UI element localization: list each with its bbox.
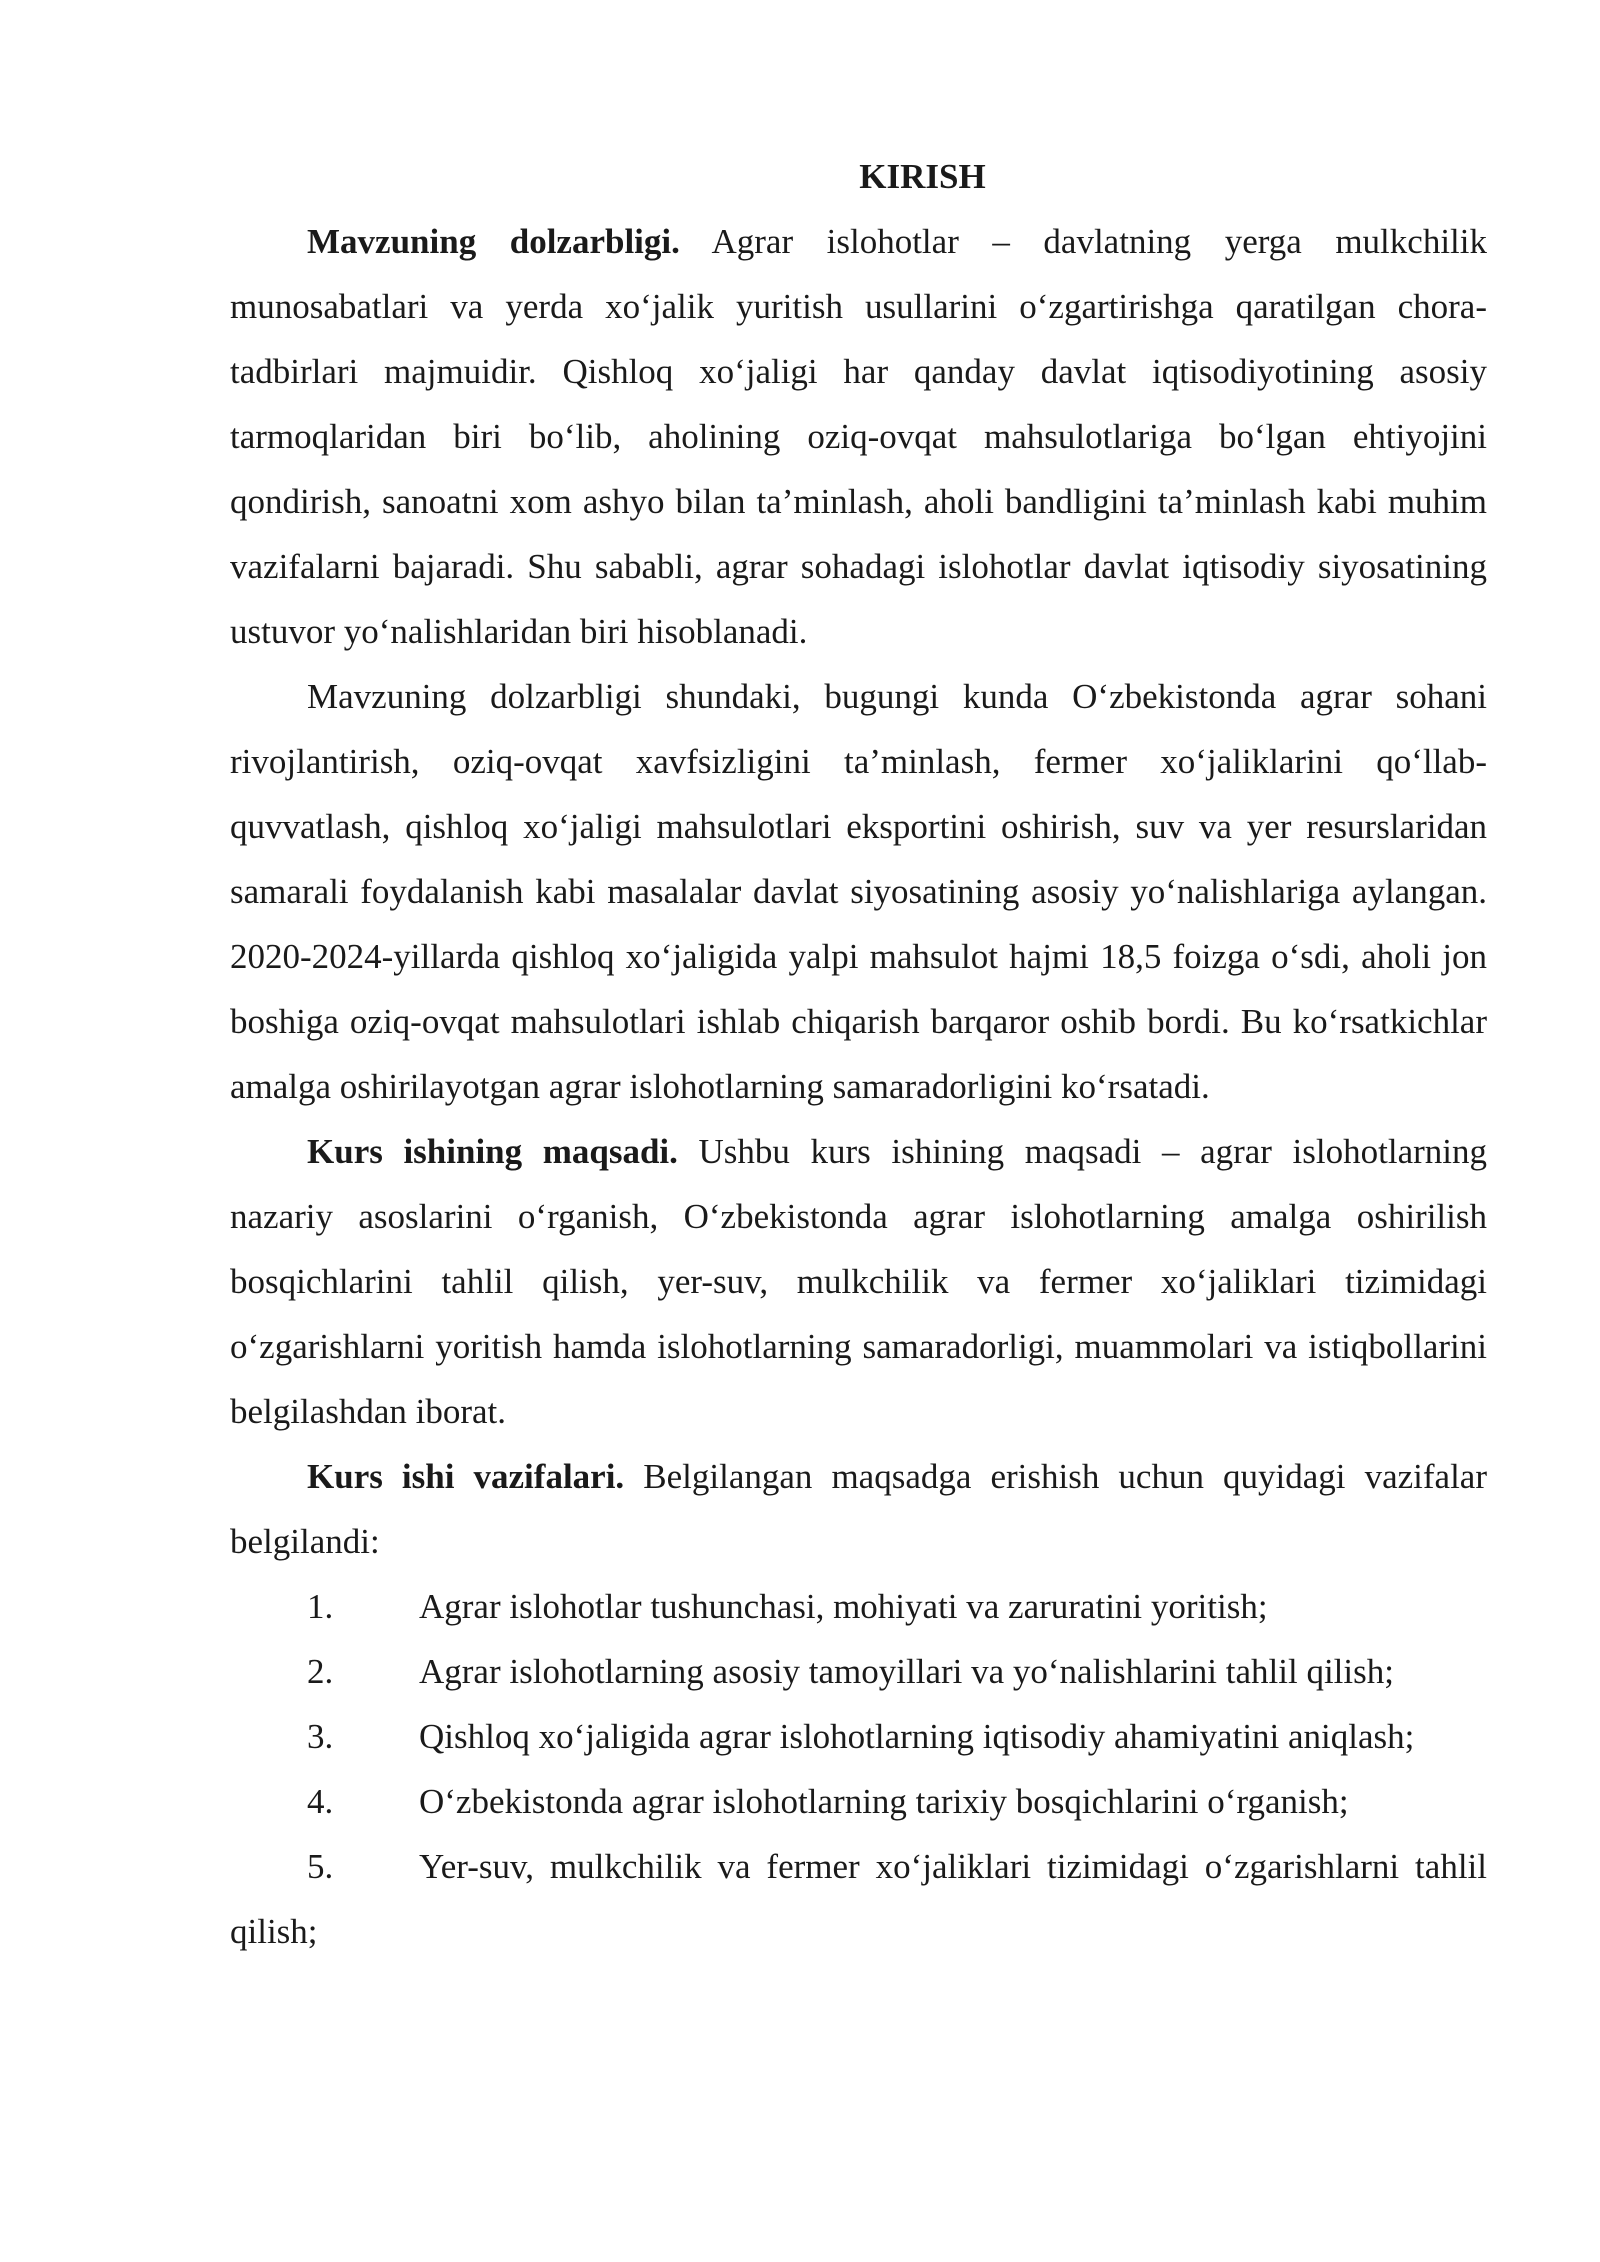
task-number: 4. — [307, 1782, 334, 1821]
task-number: 1. — [307, 1587, 334, 1626]
task-item-5 — [230, 1834, 1487, 1964]
task-text: Agrar islohotlar tushunchasi, mohiyati va zaruratini yoritish; — [419, 1587, 1268, 1626]
relevance-paragraph — [230, 209, 1487, 664]
document-page — [230, 144, 1487, 1964]
tasks-intro-text: Belgilangan maqsadga erishish uchun quyidagi vazifalar belgilandi: — [230, 1457, 1487, 1561]
task-item-2 — [230, 1639, 1487, 1704]
relevance-text: Agrar islohotlar – davlatning yerga mulkchilik munosabatlari va yerda xo‘jalik yuritish usullarini o‘zgartirishga qaratilgan chora-tadbirlari majmuidir. Qishloq xo‘jaligi har qanday davlat iqtisodiyotining asosiy tarmoqlaridan biri bo‘lib, aholining oziq-ovqat mahsulotlariga bo‘lgan ehtiyojini qondirish, sanoatni xom ashyo bilan ta’minlash, aholi bandligini ta’minlash kabi muhim vazifalarni bajaradi. Shu sababli, agrar sohadagi islohotlar davlat iqtisodiy siyosatining ustuvor yo‘nalishlaridan biri hisoblanadi. — [230, 222, 1487, 651]
goal-heading: Kurs ishining maqsadi. — [307, 1132, 678, 1171]
relevance-continued-paragraph — [230, 664, 1487, 1119]
goal-paragraph — [230, 1119, 1487, 1444]
relevance-heading: Mavzuning dolzarbligi. — [307, 222, 680, 261]
task-text: O‘zbekistonda agrar islohotlarning tarixiy bosqichlarini o‘rganish; — [419, 1782, 1349, 1821]
task-text: Yer-suv, mulkchilik va fermer xo‘jaliklari tizimidagi o‘zgarishlarni tahlil qilish; — [230, 1847, 1487, 1951]
task-text: Qishloq xo‘jaligida agrar islohotlarning iqtisodiy ahamiyatini aniqlash; — [419, 1717, 1415, 1756]
task-item-4 — [230, 1769, 1487, 1834]
tasks-heading: Kurs ishi vazifalari. — [307, 1457, 625, 1496]
task-item-3 — [230, 1704, 1487, 1769]
task-item-1 — [230, 1574, 1487, 1639]
task-number: 5. — [307, 1847, 334, 1886]
task-text: Agrar islohotlarning asosiy tamoyillari va yo‘nalishlarini tahlil qilish; — [419, 1652, 1394, 1691]
task-number: 2. — [307, 1652, 334, 1691]
goal-text: Ushbu kurs ishining maqsadi – agrar islohotlarning nazariy asoslarini o‘rganish, O‘zbekistonda agrar islohotlarning amalga oshirilish bosqichlarini tahlil qilish, yer-suv, mulkchilik va fermer xo‘jaliklari tizimidagi o‘zgarishlarni yoritish hamda islohotlarning samaradorligi, muammolari va istiqbollarini belgilashdan iborat. — [230, 1132, 1487, 1431]
relevance-continued-text: Mavzuning dolzarbligi shundaki, bugungi kunda O‘zbekistonda agrar sohani rivojlantirish, oziq-ovqat xavfsizligini ta’minlash, fermer xo‘jaliklarini qo‘llab-quvvatlash, qishloq xo‘jaligi mahsulotlari eksportini oshirish, suv va yer resurslaridan samarali foydalanish kabi masalalar davlat siyosatining asosiy yo‘nalishlariga aylangan. 2020-2024-yillarda qishloq xo‘jaligida yalpi mahsulot hajmi 18,5 foizga o‘sdi, aholi jon boshiga oziq-ovqat mahsulotlari ishlab chiqarish barqaror oshib bordi. Bu ko‘rsatkichlar amalga oshirilayotgan agrar islohotlarning samaradorligini ko‘rsatadi. — [230, 677, 1487, 1106]
tasks-paragraph — [230, 1444, 1487, 1574]
task-number: 3. — [307, 1717, 334, 1756]
page-title: KIRISH — [859, 157, 986, 196]
